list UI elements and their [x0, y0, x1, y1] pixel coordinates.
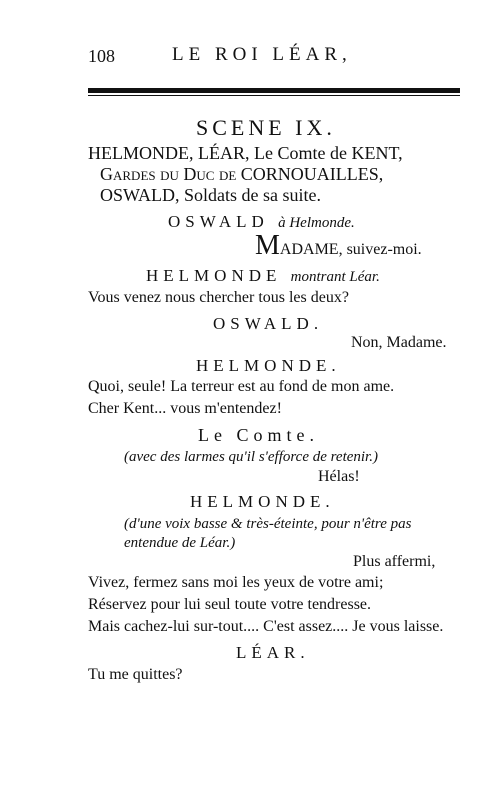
verse-line: Réservez pour lui seul toute votre tendresse. [88, 596, 372, 613]
speaker-le-comte: Le Comte. [198, 425, 319, 445]
speaker-helmonde: HELMONDE. [190, 492, 335, 511]
stage-direction: (d'une voix basse & très-éteinte, pour n'être pas [124, 516, 412, 532]
verse-line: Quoi, seule! La terreur est au fond de mon ame. [88, 378, 395, 395]
cast-line-3: OSWALD, Soldats de sa suite. [100, 185, 321, 205]
cast-line-1: HELMONDE, LÉAR, Le Comte de KENT, [88, 143, 403, 163]
verse-line: Tu me quittes? [88, 666, 183, 683]
header-rule-thick [88, 88, 460, 93]
drop-cap: M [255, 230, 280, 261]
verse-line: Non, Madame. [351, 334, 447, 351]
speaker-lear: LÉAR. [236, 643, 310, 662]
speaker-oswald: OSWALD. [213, 314, 324, 333]
stage-direction: entendue de Léar.) [124, 535, 236, 551]
small-caps-word: ADAME [279, 241, 339, 258]
verse-line: Cher Kent... vous m'entendez! [88, 400, 282, 417]
verse-line: Vous venez nous chercher tous les deux? [88, 289, 349, 306]
stage-direction: (avec des larmes qu'il s'efforce de retenir.) [124, 449, 378, 465]
verse-line: Plus affermi, [353, 553, 436, 570]
verse-line: Vivez, fermez sans moi les yeux de votre ami; [88, 574, 384, 591]
speaker-helmonde: HELMONDE. [196, 356, 341, 375]
verse-text: , suivez-moi. [338, 241, 422, 258]
verse-line: Mais cachez-lui sur-tout.... C'est assez.... Je vous laisse. [88, 618, 444, 635]
scene-title: SCENE IX. [196, 115, 336, 140]
speaker-name: OSWALD [168, 212, 269, 231]
cast-line-2: Gardes du Duc de CORNOUAILLES, [100, 164, 384, 184]
speaker-helmonde [146, 266, 380, 286]
speaker-name: HELMONDE [146, 266, 282, 285]
speaker-oswald [168, 212, 355, 232]
header-rule-thin [88, 95, 460, 96]
page-number: 108 [88, 46, 115, 66]
stage-direction: montrant Léar. [290, 269, 380, 285]
stage-direction: à Helmonde. [278, 215, 355, 231]
verse-line-madame [255, 232, 422, 260]
running-title: LE ROI LÉAR, [172, 44, 352, 65]
verse-line: Hélas! [318, 468, 360, 485]
